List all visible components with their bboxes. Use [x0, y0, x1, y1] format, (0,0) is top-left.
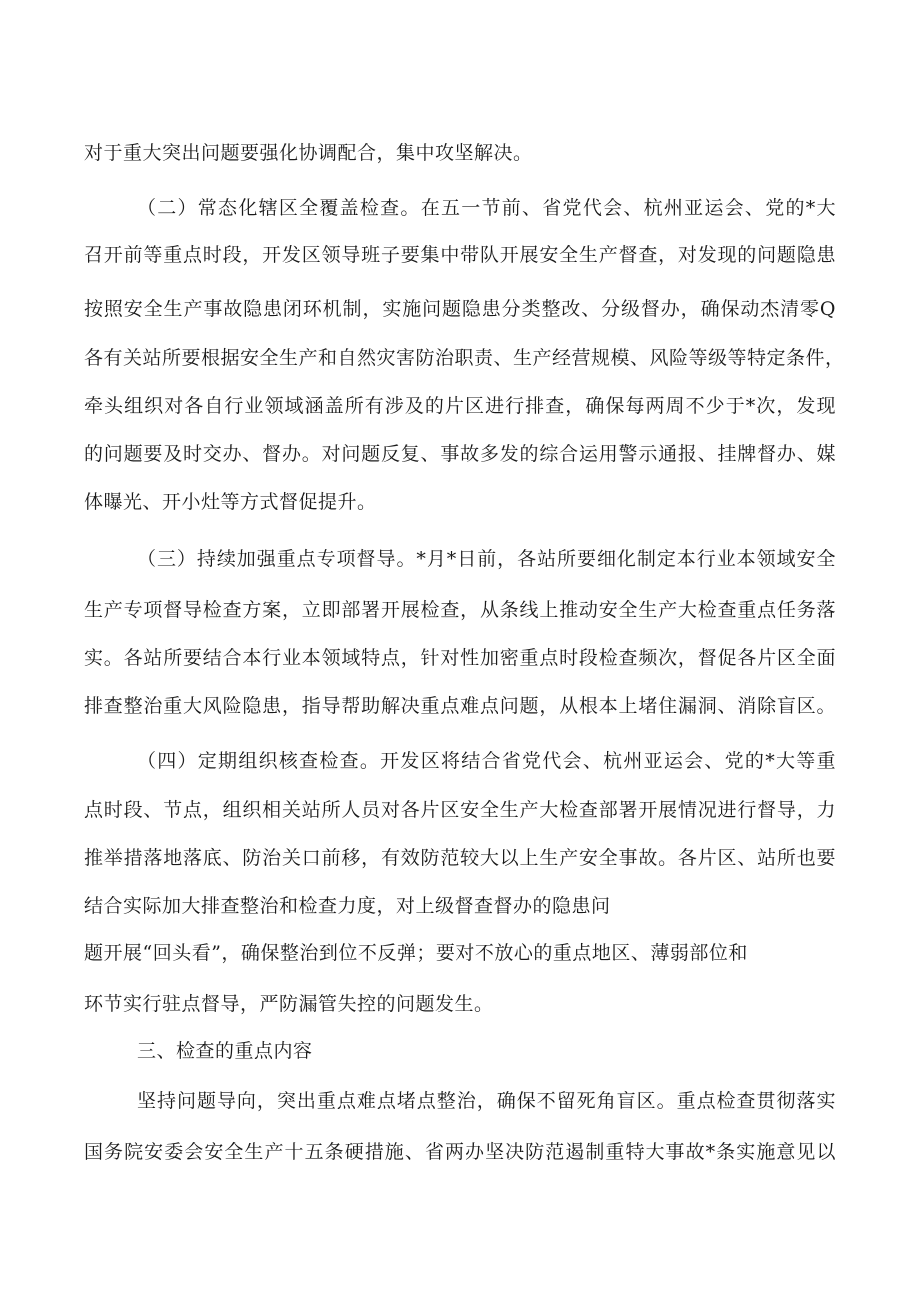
- section-heading-3: 三、检查的重点内容: [137, 1040, 313, 1062]
- paragraph-1-line-1: 对于重大突出问题要强化协调配合，集中攻坚解决。: [84, 142, 533, 164]
- paragraph-2-line-6: 的问题要及时交办、督办。对问题反复、事故多发的综合运用警示通报、挂牌督办、媒: [84, 443, 836, 465]
- paragraph-2-line-3: 按照安全生产事故隐患闭环机制，实施问题隐患分类整改、分级督办，确保动杰清零Q: [84, 298, 836, 320]
- paragraph-3-line-2: 生产专项督导检查方案，立即部署开展检查，从条线上推动安全生产大检查重点任务落: [84, 599, 836, 621]
- paragraph-3-line-1: （三）持续加强重点专项督导。*月*日前，各站所要细化制定本行业本领域安全: [137, 548, 836, 570]
- paragraph-4-line-2: 点时段、节点，组织相关站所人员对各片区安全生产大检查部署开展情况进行督导，力: [84, 799, 836, 821]
- paragraph-4-line-5: 题开展“回头看”，确保整治到位不反弹；要对不放心的重点地区、薄弱部位和: [84, 942, 748, 964]
- paragraph-2-line-2: 召开前等重点时段，开发区领导班子要集中带队开展安全生产督查，对发现的问题隐患: [84, 244, 836, 266]
- paragraph-4-line-3: 推举措落地落底、防治关口前移，有效防范较大以上生产安全事故。各片区、站所也要: [84, 847, 836, 869]
- paragraph-4-line-6: 环节实行驻点督导，严防漏管失控的问题发生。: [84, 993, 494, 1015]
- paragraph-2-line-1: （二）常态化辖区全覆盖检查。在五一节前、省党代会、杭州亚运会、党的*大: [137, 197, 836, 219]
- paragraph-3-line-4: 排查整治重大风险隐患，指导帮助解决重点难点问题，从根本上堵住漏洞、消除盲区。: [84, 695, 836, 717]
- paragraph-2-line-4: 各有关站所要根据安全生产和自然灾害防治职责、生产经营规模、风险等级等特定条件，: [84, 347, 845, 369]
- paragraph-5-line-1: 坚持问题导向，突出重点难点堵点整治，确保不留死角盲区。重点检查贯彻落实: [137, 1090, 836, 1112]
- paragraph-4-line-4: 结合实际加大排查整治和检查力度，对上级督查督办的隐患问: [84, 895, 611, 917]
- paragraph-3-line-3: 实。各站所要结合本行业本领域特点，针对性加密重点时段检查频次，督促各片区全面: [84, 647, 836, 669]
- paragraph-4-line-1: （四）定期组织核查检查。开发区将结合省党代会、杭州亚运会、党的*大等重: [137, 750, 836, 772]
- paragraph-5-line-2: 国务院安委会安全生产十五条硬措施、省两办坚决防范遏制重特大事故*条实施意见以: [84, 1141, 836, 1163]
- paragraph-2-line-7: 体曝光、开小灶等方式督促提升。: [84, 491, 377, 513]
- paragraph-2-line-5: 牵头组织对各自行业领域涵盖所有涉及的片区进行排查，确保每两周不少于*次，发现: [84, 395, 836, 417]
